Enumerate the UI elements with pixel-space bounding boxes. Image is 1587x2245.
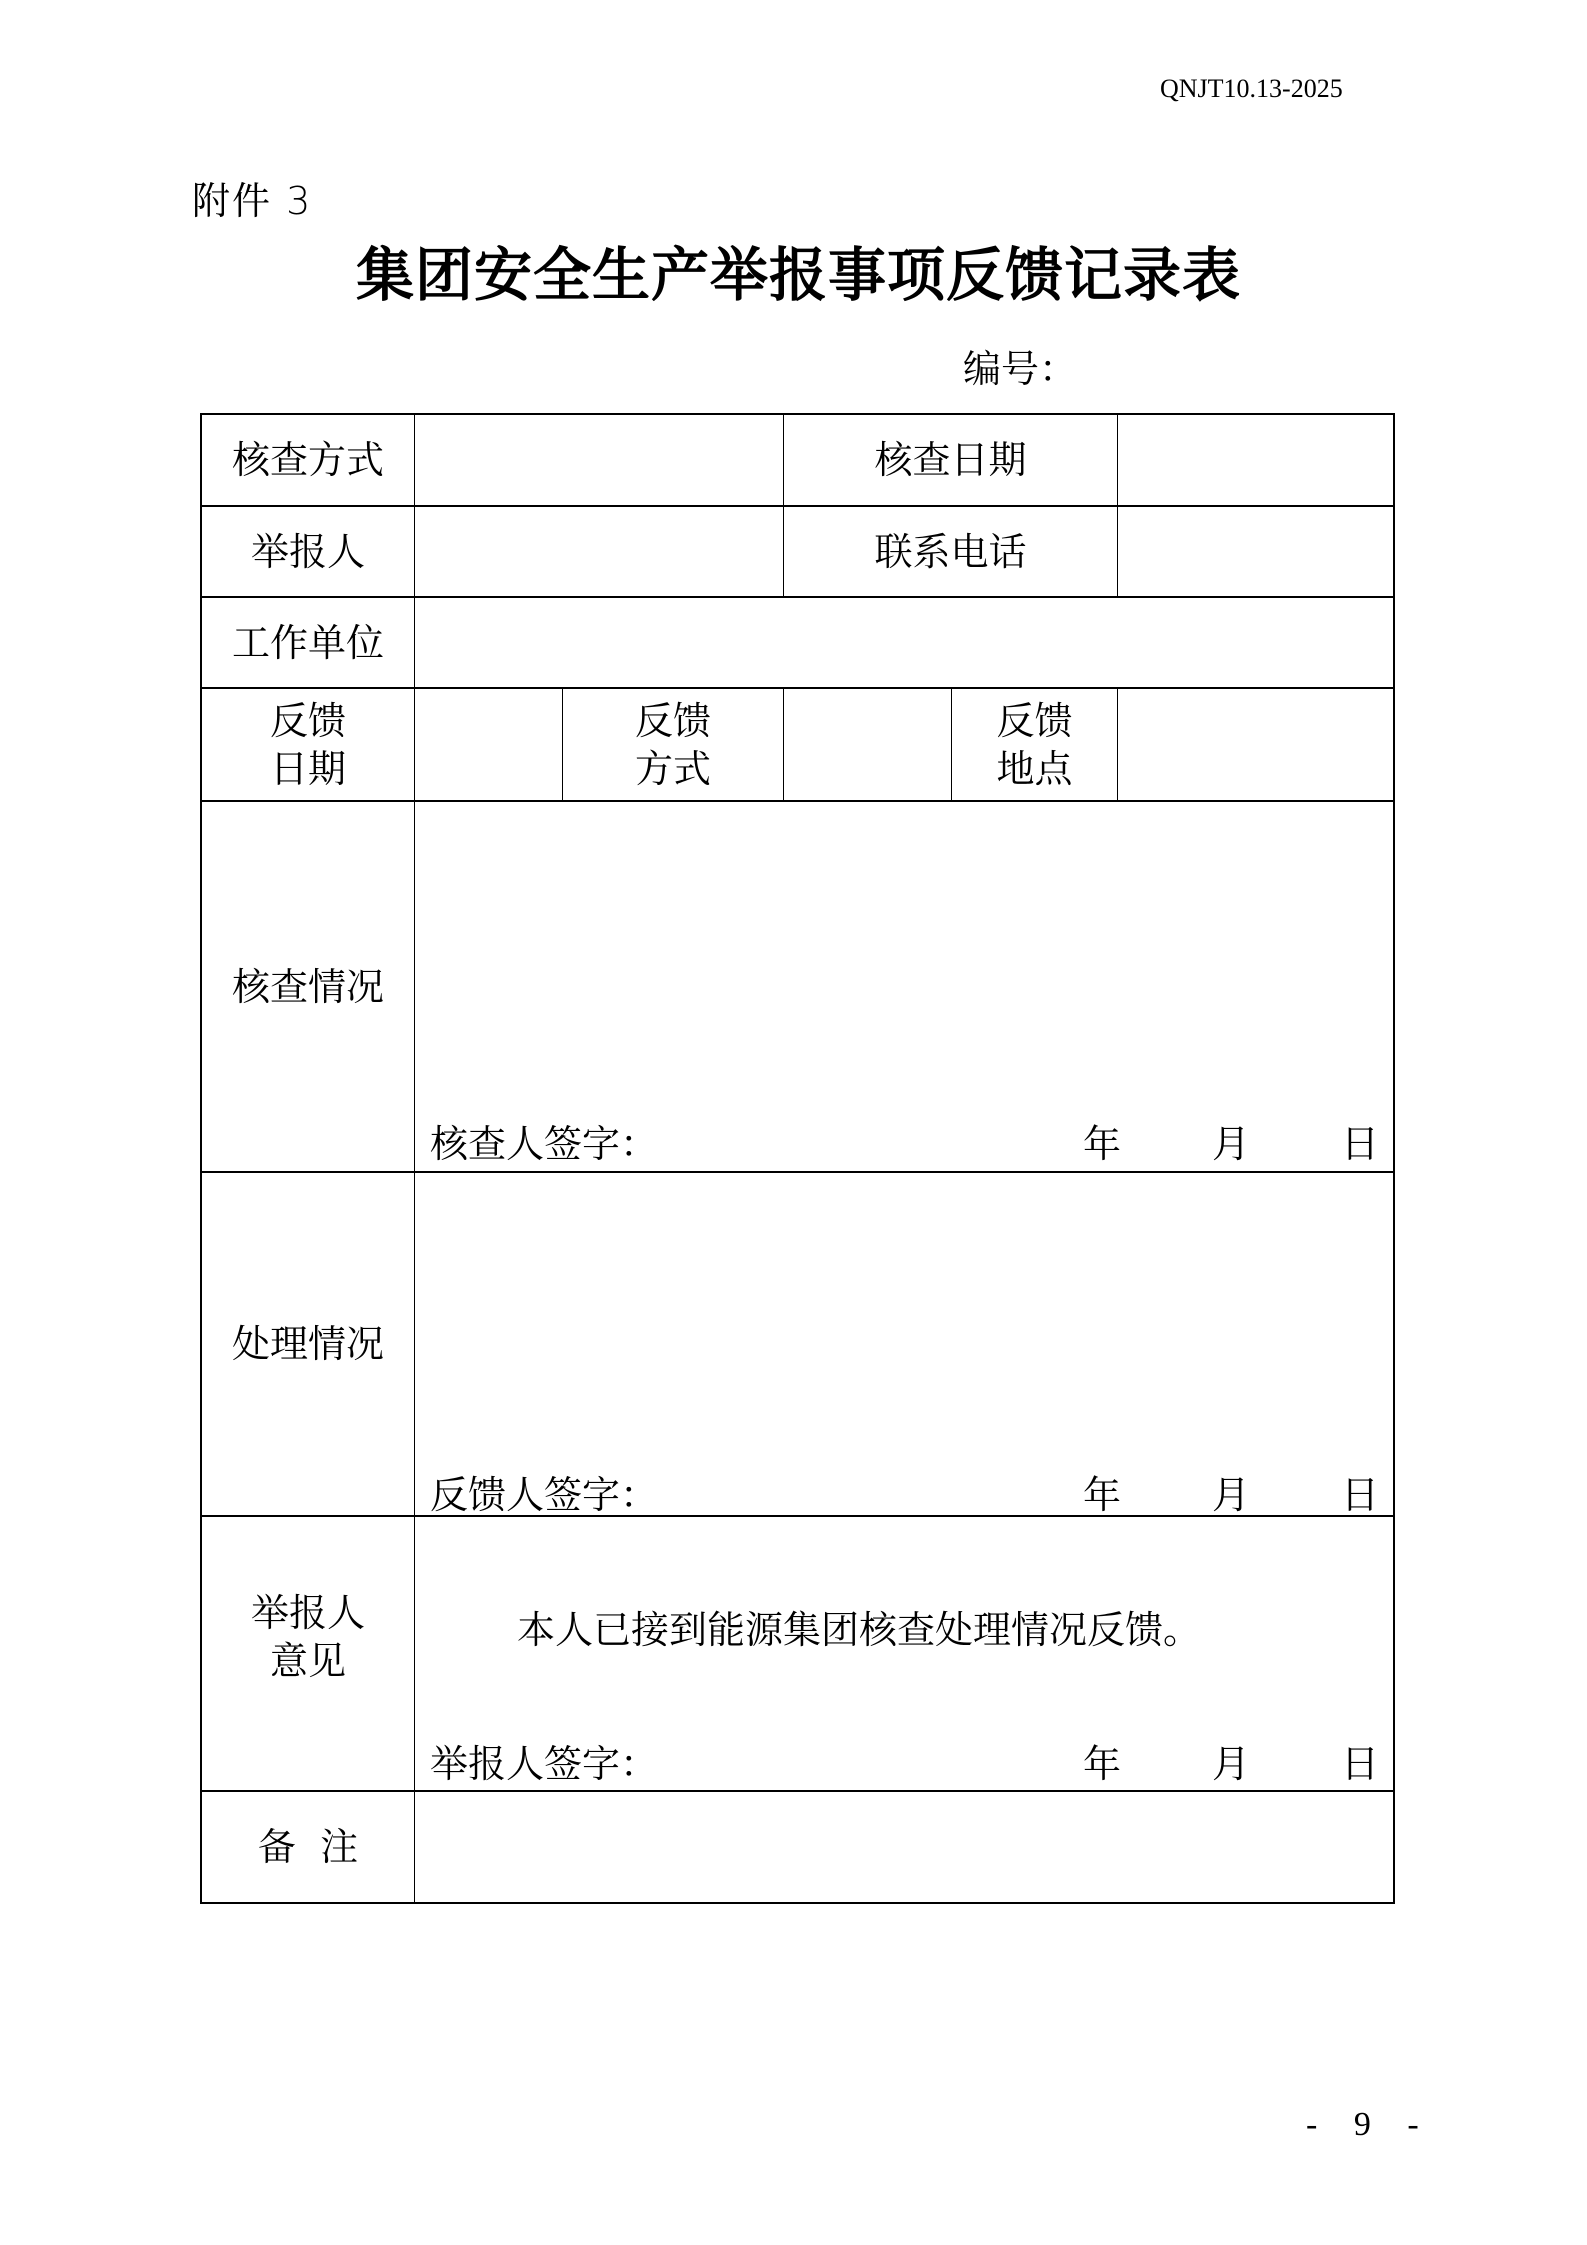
verification-status-label: 核查情况 (231, 964, 384, 1009)
handling-month-label: 月 (1212, 1473, 1251, 1517)
verification-date-label: 核查日期 (874, 438, 1027, 482)
remarks-label: 备 注 (257, 1825, 359, 1869)
reporter-label: 举报人 (250, 529, 365, 574)
attachment-label: 附件 3 (192, 179, 313, 223)
document-code: QNJT10.13-2025 (1160, 74, 1343, 103)
feedback-method-label-line1: 反馈 (634, 698, 711, 743)
table-border-bottom (200, 1902, 1395, 1904)
reporter-opinion-label-line2: 意见 (269, 1639, 346, 1683)
contact-phone-label: 联系电话 (874, 529, 1027, 574)
handling-day-label: 日 (1341, 1473, 1380, 1517)
feedback-signature-label: 反馈人签字： (430, 1473, 659, 1517)
verification-date-field[interactable] (1118, 415, 1393, 505)
reporter-opinion-label-line1: 举报人 (250, 1591, 365, 1635)
opinion-month-label: 月 (1212, 1742, 1251, 1786)
feedback-place-label-line2: 地点 (996, 746, 1073, 791)
remarks-field[interactable] (415, 1792, 1393, 1902)
work-unit-label: 工作单位 (231, 620, 384, 665)
opinion-year-label: 年 (1083, 1742, 1122, 1786)
page-title: 集团安全生产举报事项反馈记录表 (355, 241, 1241, 309)
verification-status-field[interactable] (415, 802, 1393, 1102)
verification-method-label: 核查方式 (231, 438, 384, 482)
feedback-method-label-line2: 方式 (634, 746, 711, 791)
serial-number-label: 编号： (963, 347, 1078, 391)
verification-year-label: 年 (1083, 1122, 1122, 1166)
handling-status-label: 处理情况 (231, 1322, 384, 1366)
feedback-date-label (202, 689, 414, 800)
reporter-signature-label: 举报人签字： (430, 1742, 659, 1786)
feedback-method-field[interactable] (784, 689, 951, 800)
feedback-date-label-line1: 反馈 (269, 698, 346, 743)
feedback-date-field[interactable] (415, 689, 562, 800)
verification-day-label: 日 (1341, 1122, 1380, 1166)
contact-phone-field[interactable] (1118, 507, 1393, 596)
verification-method-field[interactable] (415, 415, 783, 505)
verifier-signature-label: 核查人签字： (430, 1122, 659, 1166)
reporter-field[interactable] (415, 507, 783, 596)
feedback-method-label (563, 689, 783, 800)
reporter-acknowledgement-text: 本人已接到能源集团核查处理情况反馈。 (517, 1608, 1202, 1652)
work-unit-field[interactable] (415, 598, 1393, 687)
feedback-place-label (952, 689, 1117, 800)
feedback-date-label-line2: 日期 (269, 746, 346, 791)
reporter-opinion-label (202, 1517, 414, 1757)
feedback-place-field[interactable] (1118, 689, 1393, 800)
handling-status-field[interactable] (415, 1173, 1393, 1443)
table-border-right (1393, 413, 1395, 1904)
handling-year-label: 年 (1083, 1473, 1122, 1517)
verification-month-label: 月 (1212, 1122, 1251, 1166)
page-number: - 9 - (1306, 2106, 1433, 2143)
opinion-day-label: 日 (1341, 1742, 1380, 1786)
feedback-place-label-line1: 反馈 (996, 698, 1073, 743)
